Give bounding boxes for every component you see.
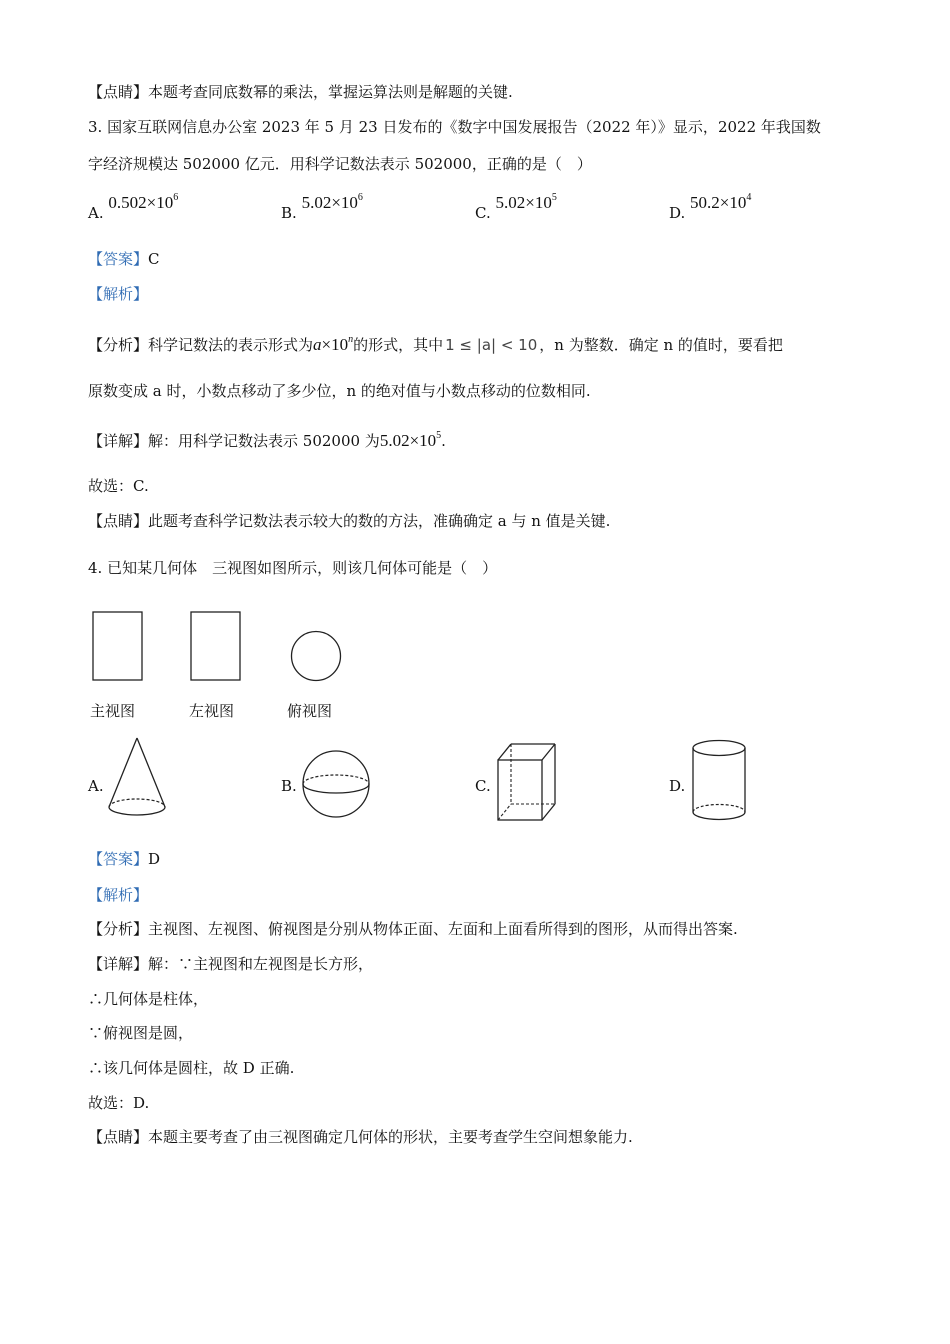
q4-guxuan: 故选：D. [88,1094,150,1112]
q3-option-c: C. $5.02\times 10^5$ [475,192,557,222]
q4-option-d-label: D. [669,777,686,795]
q3-fenxi-line2: 原数变成 a 时，小数点移动了多少位，n 的绝对值与小数点移动的位数相同. [88,382,591,400]
q3-stem-line1: 3. 国家互联网信息办公室 2023 年 5 月 23 日发布的《数字中国发展报告（2022 年）》显示，2022 年我国数 [88,118,821,136]
prism-figure [495,740,560,825]
q3-dianjing: 【点睛】此题考查科学记数法表示较大的数的方法，准确确定 a 与 n 值是关键. [88,512,611,530]
top-view-circle [292,632,341,681]
prev-dianjing: 【点睛】本题考查同底数幂的乘法，掌握运算法则是解题的关键. [88,83,513,101]
left-view-rectangle [191,612,240,680]
q3-stem-line2: 字经济规模达 502000 亿元．用科学记数法表示 502000，正确的是（ ） [88,155,592,173]
q3-jiexi-heading: 【解析】 [88,285,149,303]
three-views-figure [88,605,388,690]
front-view-label: 主视图 [90,702,136,720]
cylinder-figure [690,738,752,826]
q4-xiangjie-4: ∴该几何体是圆柱，故 D 正确. [88,1059,295,1077]
sphere-figure [300,748,375,823]
q4-xiangjie-1: 【详解】解：∵主视图和左视图是长方形， [88,955,374,973]
left-view-label: 左视图 [189,702,235,720]
q4-xiangjie-2: ∴几何体是柱体， [88,990,209,1008]
q4-option-c-label: C. [475,777,491,795]
q3-option-a: A. $0.502\times 10^6$ [88,192,179,222]
q3-guxuan: 故选：C. [88,477,149,495]
q4-answer: 【答案】D [88,850,161,868]
q3-fenxi-line1: 【分析】科学记数法的表示形式为$a\times 10^n$的形式，其中 1 ≤ |a| < 10 ，n 为整数．确定 n 的值时，要看把 [88,334,783,354]
front-view-rectangle [93,612,142,680]
q4-xiangjie-3: ∵俯视图是圆， [88,1024,194,1042]
q3-option-b: B. $5.02\times 10^6$ [281,192,363,222]
q4-jiexi-heading: 【解析】 [88,886,149,904]
q4-option-b-label: B. [281,777,297,795]
q3-xiangjie: 【详解】解：用科学记数法表示 502000 为$5.02\times 10^5$. [88,430,446,450]
q3-option-d: D. $50.2\times 10^4$ [669,192,752,222]
q3-answer: 【答案】C [88,250,160,268]
q4-dianjing: 【点睛】本题主要考查了由三视图确定几何体的形状，主要考查学生空间想象能力. [88,1128,633,1146]
top-view-label: 俯视图 [287,702,333,720]
cone-figure [105,735,170,825]
q4-stem: 4. 已知某几何体 三视图如图所示，则该几何体可能是（ ） [88,559,498,577]
q4-option-a-label: A. [88,777,104,795]
q4-fenxi: 【分析】主视图、左视图、俯视图是分别从物体正面、左面和上面看所得到的图形，从而得出答案. [88,920,738,938]
